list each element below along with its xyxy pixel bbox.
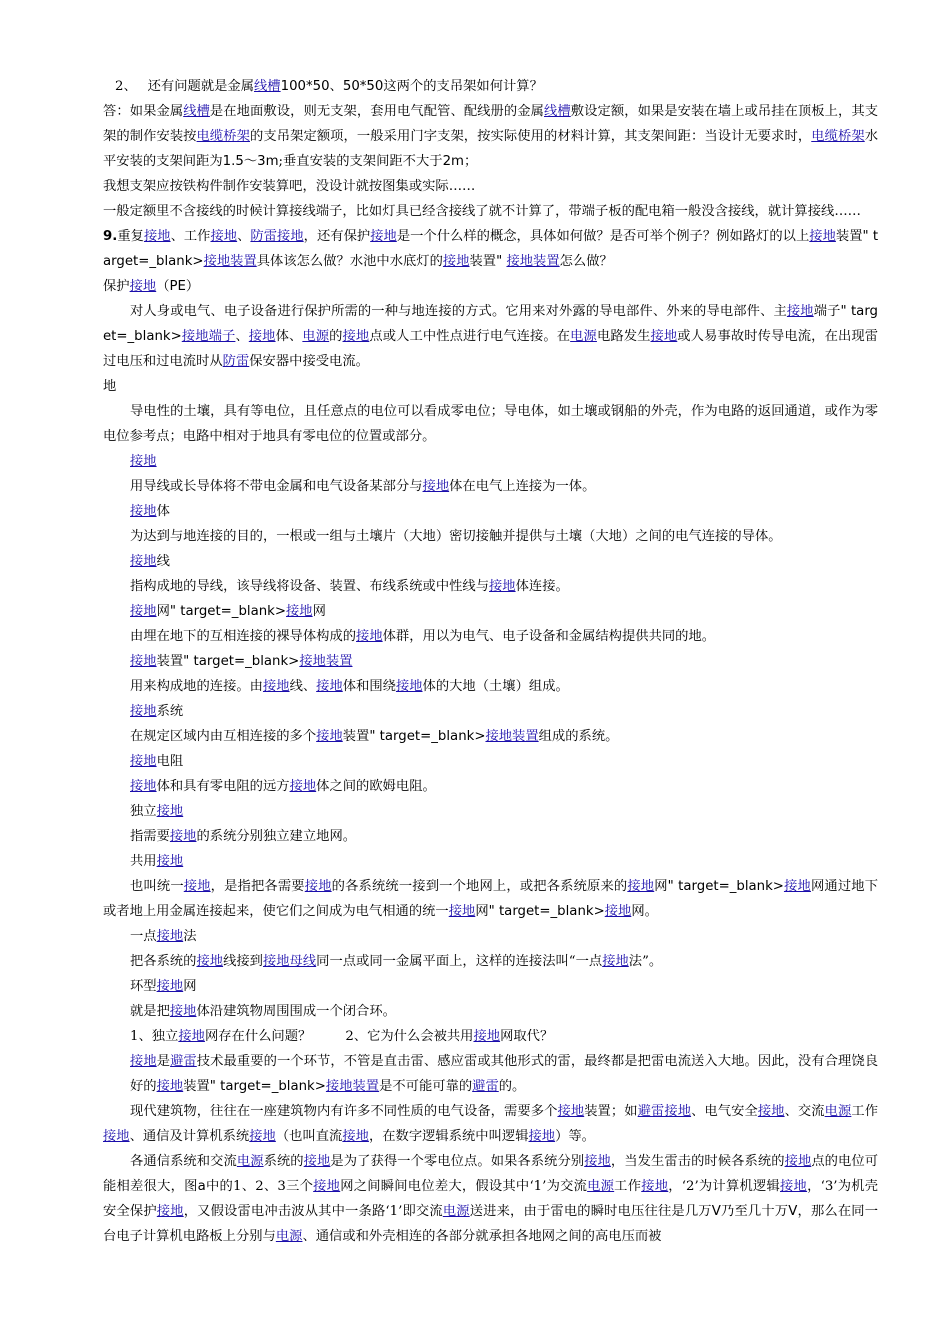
keyword-link[interactable]: 防雷 bbox=[222, 354, 250, 369]
paragraph bbox=[103, 99, 878, 174]
keyword-link[interactable]: 接地 bbox=[395, 679, 423, 694]
paragraph bbox=[103, 974, 878, 999]
text-run: 共用 bbox=[130, 854, 157, 869]
keyword-link[interactable]: 接地 bbox=[130, 654, 157, 669]
paragraph bbox=[103, 274, 878, 299]
keyword-link[interactable]: 接地装置 bbox=[325, 1079, 380, 1094]
text-run: 水平安装的支架间距为 bbox=[103, 129, 879, 169]
text-run: 答：如果金属 bbox=[103, 104, 184, 119]
keyword-link[interactable]: 接地 bbox=[557, 1104, 585, 1119]
keyword-link[interactable]: 接地 bbox=[303, 1154, 331, 1169]
paragraph bbox=[103, 199, 878, 224]
text-run: 用来构成地的连接。由 bbox=[130, 679, 263, 694]
text-run: 电阻 bbox=[156, 754, 184, 769]
keyword-link[interactable]: 接地 bbox=[169, 1004, 197, 1019]
text-run: （也叫直流 bbox=[275, 1129, 343, 1144]
text-run: 送进来，由于雷电的瞬时电压往往是几万 bbox=[469, 1204, 712, 1219]
text-run: 的。 bbox=[498, 1079, 526, 1094]
keyword-link[interactable]: 接地 bbox=[129, 279, 157, 294]
paragraph bbox=[103, 499, 878, 524]
text-run: 我想支架应按铁构件制作安装算吧，没设计就按图集或实际…… bbox=[103, 179, 476, 194]
text-run: 独立 bbox=[130, 804, 157, 819]
text-run: 同一点或同一金属平面上，这样的连接法叫“一点 bbox=[316, 954, 603, 969]
keyword-link[interactable]: 接地 bbox=[757, 1104, 785, 1119]
text-run: 线、 bbox=[289, 679, 317, 694]
keyword-link[interactable]: 接地 bbox=[178, 1029, 205, 1044]
keyword-link[interactable]: 接地装置 bbox=[203, 254, 257, 269]
paragraph bbox=[103, 1149, 878, 1249]
paragraph bbox=[103, 724, 878, 749]
text-run: 装置" bbox=[469, 254, 503, 269]
text-run: 网存在什么问题？ bbox=[204, 1029, 312, 1044]
keyword-link[interactable]: 接地 bbox=[342, 329, 370, 344]
text-run: a bbox=[197, 1179, 206, 1194]
keyword-link[interactable]: 接地 bbox=[156, 929, 184, 944]
text-run: 系统 bbox=[156, 704, 184, 719]
text-run: 、通信及计算机系统 bbox=[129, 1129, 250, 1144]
text-run: 点的电位可能相差很大，图 bbox=[103, 1154, 879, 1194]
text-run: 网" target=_blank> bbox=[475, 904, 605, 919]
keyword-link[interactable]: 接地 bbox=[473, 1029, 501, 1044]
text-run: 这两个的支吊架如何计算？ bbox=[383, 79, 543, 94]
text-run: 体沿建筑物周围围成一个闭合环。 bbox=[196, 1004, 396, 1019]
text-run: 在规定区域内由互相连接的多个 bbox=[130, 729, 317, 744]
keyword-link[interactable]: 接地 bbox=[627, 879, 655, 894]
text-run: 体连接。 bbox=[515, 579, 569, 594]
keyword-link[interactable]: 接地 bbox=[448, 904, 476, 919]
paragraph bbox=[103, 474, 878, 499]
text-run: ，‘2’为计算机逻辑 bbox=[668, 1179, 781, 1194]
keyword-link[interactable]: 接地 bbox=[286, 604, 313, 619]
keyword-link[interactable]: 电源 bbox=[824, 1104, 852, 1119]
text-run: 网。 bbox=[631, 904, 658, 919]
text-run: 或人易事故时传导电流，在出现雷过电压和过电流时从 bbox=[103, 329, 879, 369]
text-run: 乃至几十万 bbox=[720, 1204, 789, 1219]
text-run: 体、 bbox=[275, 329, 303, 344]
keyword-link[interactable]: 接地 bbox=[183, 879, 211, 894]
keyword-link[interactable]: 接地 bbox=[130, 754, 157, 769]
text-run: ;垂直安装的支架间距不大于 bbox=[278, 154, 443, 169]
paragraph bbox=[103, 74, 878, 99]
keyword-link[interactable]: 接地 bbox=[156, 804, 184, 819]
keyword-link[interactable]: 接地 bbox=[356, 629, 383, 644]
keyword-link[interactable]: 接地装置 bbox=[299, 654, 353, 669]
text-run: 100*50、50*50 bbox=[280, 79, 384, 94]
paragraph bbox=[103, 449, 878, 474]
text-run: 中的1、2、3三个 bbox=[205, 1179, 314, 1194]
paragraph bbox=[103, 774, 878, 799]
keyword-link[interactable]: 接地 bbox=[143, 229, 171, 244]
keyword-link[interactable]: 接地 bbox=[584, 1154, 611, 1169]
paragraph bbox=[103, 674, 878, 699]
keyword-link[interactable]: 避雷 bbox=[170, 1054, 197, 1069]
text-run: ，还有保护 bbox=[303, 229, 371, 244]
text-run: 、交流 bbox=[784, 1104, 825, 1119]
text-run: 网通过地下或者地上用金属连接起来，使它们之间成为电气相通的统一 bbox=[103, 879, 879, 919]
paragraph bbox=[103, 874, 878, 924]
text-run: 保安器中接受电流。 bbox=[249, 354, 369, 369]
text-run: 体和具有零电阻的远方 bbox=[156, 779, 290, 794]
keyword-link[interactable]: 电缆桥架 bbox=[196, 129, 250, 144]
text-run: 法”。 bbox=[628, 954, 663, 969]
text-run: 网 bbox=[312, 604, 326, 619]
text-run: 系统的 bbox=[263, 1154, 304, 1169]
text-run: 、电气安全 bbox=[691, 1104, 758, 1119]
text-run: （PE） bbox=[156, 279, 200, 294]
text-run: ，在数字逻辑系统中叫逻辑 bbox=[368, 1129, 529, 1144]
keyword-link[interactable]: 接地 bbox=[641, 1179, 669, 1194]
text-run: ； bbox=[464, 154, 478, 169]
text-run: 组成的系统。 bbox=[538, 729, 619, 744]
keyword-link[interactable]: 接地 bbox=[780, 1179, 808, 1194]
text-run: 现代建筑物，往往在一座建筑物内有许多不同性质的电气设备，需要多个 bbox=[130, 1104, 558, 1119]
text-run: 线接到 bbox=[223, 954, 263, 969]
keyword-link[interactable]: 避雷接地 bbox=[637, 1104, 692, 1119]
text-run: V bbox=[788, 1204, 798, 1219]
keyword-link[interactable]: 接地 bbox=[130, 604, 157, 619]
text-run: 网取代？ bbox=[500, 1029, 554, 1044]
keyword-link[interactable]: 接地装置 bbox=[506, 254, 560, 269]
text-run: ，又假设雷电冲击波从其中一条路‘1’即交流 bbox=[183, 1204, 443, 1219]
text-run: 2、 还有问题就是金属 bbox=[115, 79, 255, 94]
text-run: ，那么在同一台电子计算机电路板上分别与 bbox=[103, 1204, 879, 1244]
keyword-link[interactable]: 接地 bbox=[809, 229, 836, 244]
text-run: 电路发生 bbox=[596, 329, 651, 344]
text-run: 各通信系统和交流 bbox=[130, 1154, 237, 1169]
text-run: 工作 bbox=[851, 1104, 879, 1119]
text-run: 体群，用以为电气、电子设备和金属结构提供共同的地。 bbox=[382, 629, 716, 644]
text-run: 、工作 bbox=[170, 229, 211, 244]
paragraph bbox=[103, 1049, 878, 1099]
keyword-link[interactable]: 接地母线 bbox=[262, 954, 317, 969]
paragraph bbox=[103, 549, 878, 574]
keyword-link[interactable]: 线槽 bbox=[183, 104, 210, 119]
keyword-link[interactable]: 电源 bbox=[587, 1179, 615, 1194]
keyword-link[interactable]: 防雷接地 bbox=[250, 229, 304, 244]
text-run: 网" target=_blank> bbox=[654, 879, 784, 894]
keyword-link[interactable]: 接地 bbox=[156, 854, 184, 869]
text-run: V bbox=[711, 1204, 721, 1219]
paragraph bbox=[103, 174, 878, 199]
paragraph bbox=[103, 1099, 878, 1149]
keyword-link[interactable]: 接地 bbox=[103, 1129, 130, 1144]
text-run: 为达到与地连接的目的，一根或一组与土壤片（大地）密切接触并提供与土壤（大地）之间的电气连接的导体。 bbox=[130, 529, 782, 544]
text-run: 是为了获得一个零电位点。如果各系统分别 bbox=[330, 1154, 585, 1169]
text-run: 1、独立 bbox=[130, 1029, 179, 1044]
text-run: ，‘3’为机壳安全保护 bbox=[103, 1179, 879, 1219]
keyword-link[interactable]: 接地 bbox=[130, 504, 157, 519]
keyword-link[interactable]: 接地 bbox=[602, 954, 629, 969]
text-run: 体 bbox=[156, 504, 170, 519]
keyword-link[interactable]: 接地端子 bbox=[181, 329, 236, 344]
text-run: 是在地面敷设，则无支架，套用电气配管、配线册的金属 bbox=[209, 104, 545, 119]
text-run: 一般定额里不含接线的时候计算接线端子，比如灯具已经含接线了就不计算了，带端子板的配电箱一般没含接线，就计算接线…… bbox=[103, 204, 861, 219]
text-run: 线 bbox=[156, 554, 170, 569]
text-run: 把各系统的 bbox=[130, 954, 197, 969]
text-run: 的系统分别独立建立地网。 bbox=[196, 829, 357, 844]
text-run: 敷设定额，如果是安装在墙上或吊挂在顶板上，其支架的制作安装按 bbox=[103, 104, 879, 144]
text-run: 端子" target=_blank> bbox=[103, 304, 879, 344]
paragraph bbox=[103, 749, 878, 774]
text-run: ，当发生雷击的时候各系统的 bbox=[610, 1154, 785, 1169]
text-run: ，是指把各需要 bbox=[210, 879, 305, 894]
keyword-link[interactable]: 接地 bbox=[784, 1154, 812, 1169]
text-run: 法 bbox=[183, 929, 197, 944]
keyword-link[interactable]: 接地 bbox=[156, 1204, 184, 1219]
text-run: 怎么做？ bbox=[559, 254, 613, 269]
text-run: 网" target=_blank> bbox=[156, 604, 287, 619]
text-run: 的支吊架定额项，一般采用门字支架，按实际使用的材料计算，其支架间距：当设计无要求时， bbox=[250, 129, 812, 144]
paragraph bbox=[103, 399, 878, 449]
text-run: 指需要 bbox=[130, 829, 170, 844]
paragraph bbox=[103, 649, 878, 674]
keyword-link[interactable]: 电源 bbox=[570, 329, 597, 344]
text-run: ）等。 bbox=[555, 1129, 595, 1144]
text-run: 是 bbox=[156, 1054, 171, 1069]
keyword-link[interactable]: 接地 bbox=[156, 1079, 184, 1094]
text-run: 对人身或电气、电子设备进行保护所需的一种与地连接的方式。它用来对外露的导电部件、外来的导电部件、主 bbox=[130, 304, 787, 319]
paragraph bbox=[103, 299, 878, 374]
text-run: 的 bbox=[329, 329, 343, 344]
paragraph bbox=[103, 799, 878, 824]
text-run: 的各系统统一接到一个地网上，或把各系统原来的 bbox=[331, 879, 628, 894]
keyword-link[interactable]: 接地 bbox=[130, 779, 157, 794]
paragraph bbox=[103, 949, 878, 974]
keyword-link[interactable]: 接地 bbox=[442, 254, 470, 269]
keyword-link[interactable]: 接地 bbox=[156, 979, 184, 994]
text-run: 工作 bbox=[614, 1179, 642, 1194]
paragraph bbox=[103, 699, 878, 724]
text-run: 体在电气上连接为一体。 bbox=[449, 479, 596, 494]
text-run: 是一个什么样的概念，具体如何做？是否可举个例子？例如路灯的以上 bbox=[396, 229, 810, 244]
text-run: 2m bbox=[442, 154, 464, 169]
text-run: 、通信或和外壳相连的各部分就承担各地网之间的高电压而被 bbox=[302, 1229, 662, 1244]
text-run: 点或人工中性点进行电气连接。在 bbox=[369, 329, 571, 344]
keyword-link[interactable]: 接地 bbox=[342, 1129, 369, 1144]
keyword-link[interactable]: 接地装置 bbox=[485, 729, 539, 744]
paragraph bbox=[103, 849, 878, 874]
paragraph bbox=[103, 374, 878, 399]
paragraph bbox=[103, 924, 878, 949]
text-run: 是不可能可靠的 bbox=[379, 1079, 473, 1094]
keyword-link[interactable]: 接地 bbox=[489, 579, 516, 594]
text-run: 装置" target=_blank> bbox=[156, 654, 300, 669]
text-run: 导电性的土壤，具有等电位，且任意点的电位可以看成零电位；导电体，如土壤或钢船的外壳，作为电路的返回通道，或作为零电位参考点；电路中相对于地具有零电位的位置或部分。 bbox=[103, 404, 878, 444]
keyword-link[interactable]: 接地 bbox=[130, 1054, 157, 1069]
text-run: 体和围绕 bbox=[342, 679, 396, 694]
text-run: 、 bbox=[235, 329, 249, 344]
keyword-link[interactable]: 电缆桥架 bbox=[811, 129, 865, 144]
text-run: 体之间的欧姆电阻。 bbox=[316, 779, 436, 794]
keyword-link[interactable]: 接地 bbox=[248, 329, 276, 344]
text-run: 装置；如 bbox=[584, 1104, 638, 1119]
text-run: 、 bbox=[237, 229, 251, 244]
keyword-link[interactable]: 接地 bbox=[313, 1179, 341, 1194]
keyword-link[interactable]: 接地 bbox=[316, 679, 343, 694]
keyword-link[interactable]: 接地 bbox=[422, 479, 450, 494]
keyword-link[interactable]: 线槽 bbox=[254, 79, 281, 94]
text-run: 保护 bbox=[103, 279, 130, 294]
text-run: 一点 bbox=[130, 929, 157, 944]
keyword-link[interactable]: 接地 bbox=[210, 229, 238, 244]
paragraph bbox=[103, 624, 878, 649]
keyword-link[interactable]: 接地 bbox=[604, 904, 632, 919]
text-run: 指构成地的导线，该导线将设备、装置、布线系统或中性线与 bbox=[130, 579, 490, 594]
keyword-link[interactable]: 电源 bbox=[236, 1154, 264, 1169]
keyword-link[interactable]: 接地 bbox=[786, 304, 814, 319]
keyword-link[interactable]: 接地 bbox=[783, 879, 811, 894]
keyword-link[interactable]: 接地 bbox=[650, 329, 678, 344]
text-run: 用导线或长导体将不带电金属和电气设备某部分与 bbox=[130, 479, 423, 494]
text-run: 也叫统一 bbox=[130, 879, 184, 894]
keyword-link[interactable]: 接地 bbox=[130, 704, 157, 719]
keyword-link[interactable]: 接地 bbox=[249, 1129, 276, 1144]
keyword-link[interactable]: 接地 bbox=[196, 954, 224, 969]
keyword-link[interactable]: 电源 bbox=[302, 329, 330, 344]
keyword-link[interactable]: 接地 bbox=[289, 779, 317, 794]
text-run: 2、它为什么会被共用 bbox=[345, 1029, 474, 1044]
text-run: 环型 bbox=[130, 979, 157, 994]
text-run: 装置" target=_blank> bbox=[342, 729, 486, 744]
keyword-link[interactable]: 接地 bbox=[528, 1129, 556, 1144]
keyword-link[interactable]: 接地 bbox=[130, 454, 157, 469]
keyword-link[interactable]: 线槽 bbox=[544, 104, 571, 119]
text-run: 网 bbox=[183, 979, 197, 994]
text-run: 体的大地（土壤）组成。 bbox=[422, 679, 569, 694]
text-run: 具体该怎么做？水池中水底灯的 bbox=[256, 254, 443, 269]
keyword-link[interactable]: 接地 bbox=[370, 229, 397, 244]
paragraph bbox=[103, 999, 878, 1024]
paragraph bbox=[103, 599, 878, 624]
text-run: 重复 bbox=[117, 229, 144, 244]
document-page bbox=[103, 74, 878, 1249]
text-run: 装置" target=_blank> bbox=[183, 1079, 326, 1094]
keyword-link[interactable]: 避雷 bbox=[472, 1079, 499, 1094]
paragraph bbox=[103, 1024, 878, 1049]
text-run: 1.5～3m bbox=[222, 154, 279, 169]
paragraph bbox=[103, 524, 878, 549]
text-run: 9. bbox=[103, 229, 118, 244]
keyword-link[interactable]: 电源 bbox=[442, 1204, 470, 1219]
text-run: 网之间瞬间电位差大，假设其中‘1’为交流 bbox=[340, 1179, 588, 1194]
keyword-link[interactable]: 接地 bbox=[169, 829, 197, 844]
keyword-link[interactable]: 接地 bbox=[130, 554, 157, 569]
keyword-link[interactable]: 接地 bbox=[304, 879, 332, 894]
keyword-link[interactable]: 电源 bbox=[275, 1229, 303, 1244]
text-run: 由埋在地下的互相连接的裸导体构成的 bbox=[130, 629, 357, 644]
text-run: 就是把 bbox=[130, 1004, 170, 1019]
text-run: 装置" target=_blank> bbox=[103, 229, 879, 269]
paragraph bbox=[103, 574, 878, 599]
text-run: 技术最重要的一个环节，不管是直击雷、感应雷或其他形式的雷，最终都是把雷电流送入大地。因此，没有合理饶良好的 bbox=[130, 1054, 879, 1094]
keyword-link[interactable]: 接地 bbox=[262, 679, 290, 694]
paragraph bbox=[103, 224, 878, 274]
keyword-link[interactable]: 接地 bbox=[316, 729, 343, 744]
paragraph bbox=[103, 824, 878, 849]
text-run: 地 bbox=[103, 379, 117, 394]
